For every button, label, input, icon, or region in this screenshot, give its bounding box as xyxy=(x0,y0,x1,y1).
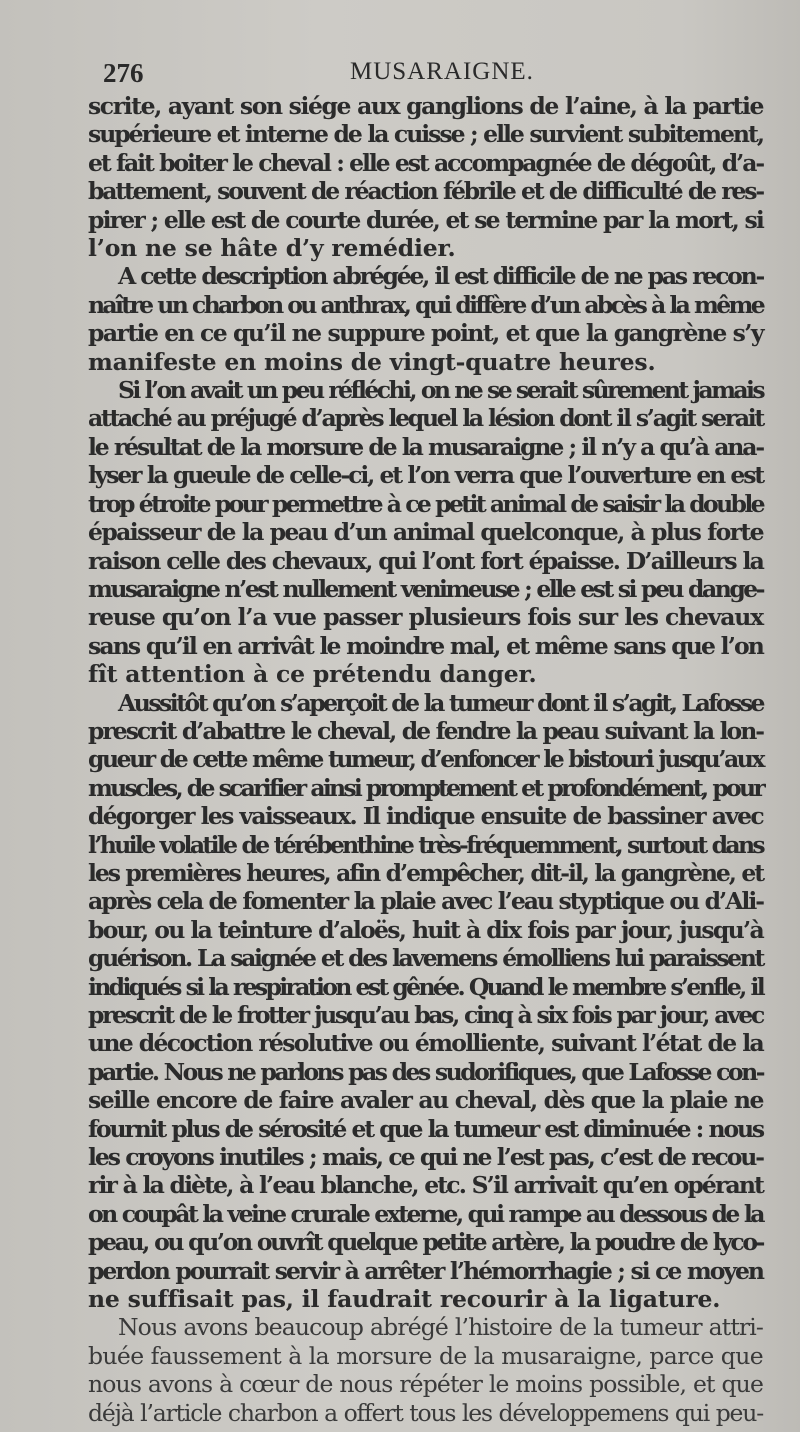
text-line: peau, ou qu’on ouvrît quelque petite artère, la poudre de lyco- xyxy=(88,1228,763,1257)
text-line: déjà l’article charbon a offert tous les développemens qui peu- xyxy=(88,1398,763,1427)
text-line: A cette description abrégée, il est difficile de ne pas recon- xyxy=(118,262,763,291)
text-line: Nous avons beaucoup abrégé l’histoire de la tumeur attri- xyxy=(118,1313,763,1342)
text-line: une décoction résolutive ou émolliente, suivant l’état de la xyxy=(88,1029,763,1058)
page-number: 276 xyxy=(103,58,144,88)
text-line: pirer ; elle est de courte durée, et se termine par la mort, si xyxy=(88,205,763,234)
body-text xyxy=(88,92,763,1427)
text-line: gueur de cette même tumeur, d’enfoncer le bistouri jusqu’aux xyxy=(88,745,763,774)
text-line: partie. Nous ne parlons pas des sudorifiques, que Lafosse con- xyxy=(88,1057,763,1086)
text-line: fournit plus de sérosité et que la tumeur est diminuée : nous xyxy=(88,1114,763,1143)
text-line: sans qu’il en arrivât le moindre mal, et même sans que l’on xyxy=(88,631,763,660)
paragraph xyxy=(88,376,763,688)
page-header xyxy=(0,58,800,94)
text-line: scrite, ayant son siége aux ganglions de l’aine, à la partie xyxy=(88,92,763,120)
text-line: prescrit de le frotter jusqu’au bas, cinq à six fois par jour, avec xyxy=(88,1001,763,1029)
text-line: raison celle des chevaux, qui l’ont fort épaisse. D’ailleurs la xyxy=(88,546,763,575)
paragraph xyxy=(88,92,763,262)
text-line: naître un charbon ou anthrax, qui diffère d’un abcès à la même xyxy=(88,290,763,319)
text-line: l’on ne se hâte d’y remédier. xyxy=(88,234,456,263)
text-line: Si l’on avait un peu réfléchi, on ne se serait sûrement jamais xyxy=(118,376,763,405)
text-line: les premières heures, afin d’empêcher, dit-il, la gangrène, et xyxy=(88,858,763,887)
text-line: dégorger les vaisseaux. Il indique ensuite de bassiner avec xyxy=(88,802,763,831)
text-line: fît attention à ce prétendu danger. xyxy=(88,660,537,689)
paragraph xyxy=(88,262,763,376)
text-line: battement, souvent de réaction fébrile et de difficulté de res- xyxy=(88,177,763,206)
text-line: partie en ce qu’il ne suppure point, et que la gangrène s’y xyxy=(88,319,763,348)
text-line: lyser la gueule de celle-ci, et l’on verra que l’ouverture en est xyxy=(88,461,763,490)
text-line: reuse qu’on l’a vue passer plusieurs fois sur les chevaux xyxy=(88,603,763,632)
text-line: trop étroite pour permettre à ce petit animal de saisir la double xyxy=(88,489,763,518)
text-line: guérison. La saignée et des lavemens émolliens lui paraissent xyxy=(88,944,763,973)
text-line: attaché au préjugé d’après lequel la lésion dont il s’agit serait xyxy=(88,404,763,433)
text-line: bour, ou la teinture d’aloës, huit à dix fois par jour, jusqu’à xyxy=(88,915,763,944)
text-line: buée faussement à la morsure de la musaraigne, parce que xyxy=(88,1341,763,1370)
text-line: on coupât la veine crurale externe, qui rampe au dessous de la xyxy=(88,1199,763,1228)
text-line: le résultat de la morsure de la musaraigne ; il n’y a qu’à ana- xyxy=(88,432,763,461)
text-line: supérieure et interne de la cuisse ; elle survient subitement, xyxy=(88,120,763,149)
text-line: nous avons à cœur de nous répéter le moins possible, et que xyxy=(88,1370,763,1399)
text-line: les croyons inutiles ; mais, ce qui ne l’est pas, c’est de recou- xyxy=(88,1143,763,1172)
running-head: MUSARAIGNE. xyxy=(350,58,534,85)
text-line: ne suffisait pas, il faudrait recourir à la ligature. xyxy=(88,1285,721,1314)
text-line: prescrit d’abattre le cheval, de fendre la peau suivant la lon- xyxy=(88,716,763,745)
text-line: et fait boiter le cheval : elle est accompagnée de dégoût, d’a- xyxy=(88,148,763,177)
paragraph xyxy=(88,1313,763,1427)
text-line: muscles, de scarifier ainsi promptement et profondément, pour xyxy=(88,773,763,802)
text-line: après cela de fomenter la plaie avec l’eau styptique ou d’Ali- xyxy=(88,887,763,916)
text-line: Aussitôt qu’on s’aperçoit de la tumeur dont il s’agit, Lafosse xyxy=(118,688,763,717)
text-line: perdon pourrait servir à arrêter l’hémorrhagie ; si ce moyen xyxy=(88,1256,763,1285)
text-line: l’huile volatile de térébenthine très-fréquemment, surtout dans xyxy=(88,830,763,859)
text-line: rir à la diète, à l’eau blanche, etc. S’il arrivait qu’en opérant xyxy=(88,1171,763,1200)
text-line: musaraigne n’est nullement venimeuse ; elle est si peu dange- xyxy=(88,574,763,603)
text-line: indiqués si la respiration est gênée. Quand le membre s’enfle, il xyxy=(88,972,763,1001)
text-line: épaisseur de la peau d’un animal quelconque, à plus forte xyxy=(88,518,763,547)
paragraph xyxy=(88,689,763,1314)
text-line: manifeste en moins de vingt-quatre heures. xyxy=(88,347,656,376)
text-line: seille encore de faire avaler au cheval, dès que la plaie ne xyxy=(88,1086,763,1115)
